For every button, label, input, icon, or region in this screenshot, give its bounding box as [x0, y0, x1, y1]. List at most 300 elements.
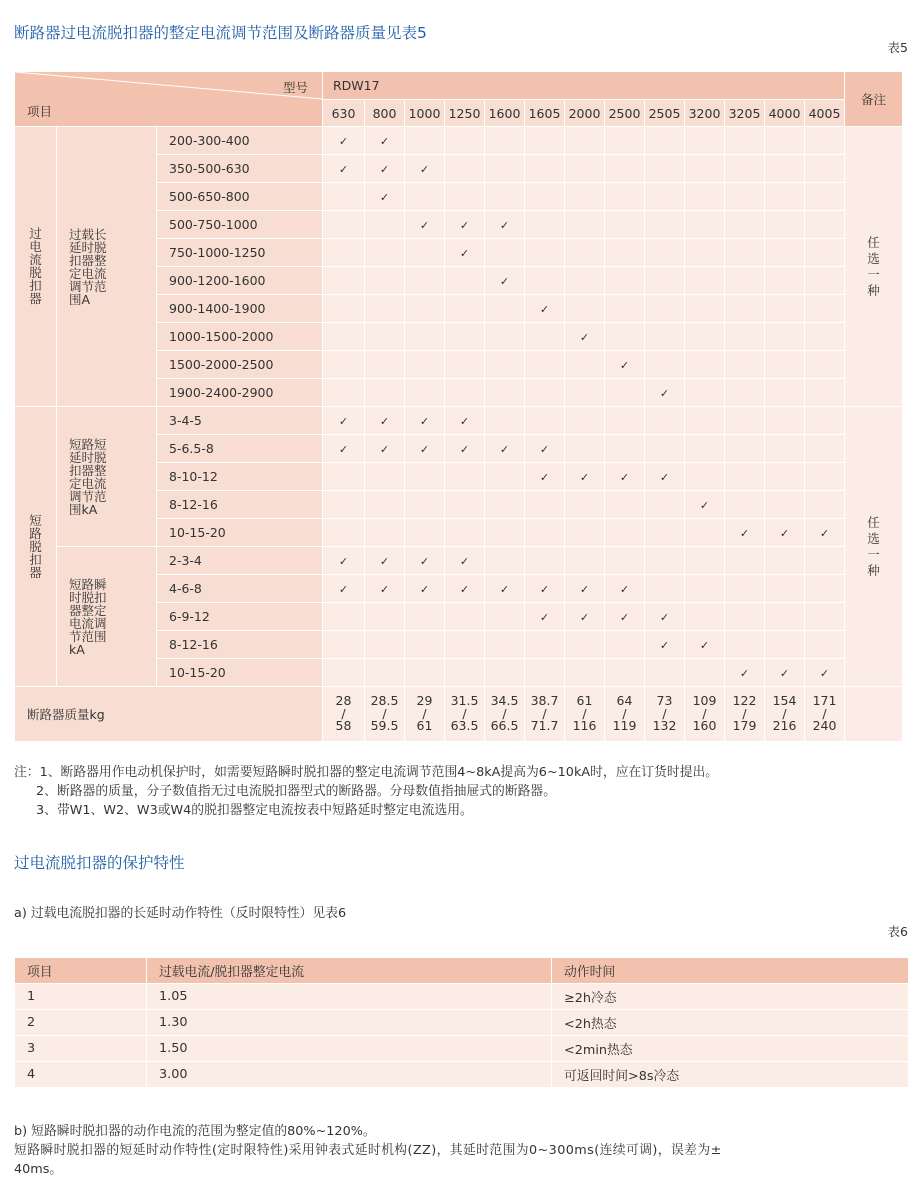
check-cell: [605, 463, 645, 491]
range-cell: 1500-2000-2500: [157, 351, 323, 379]
check-cell: [525, 239, 565, 267]
mass-cell: [605, 687, 645, 742]
check-cell: [645, 295, 685, 323]
table6-cell: 1.50: [147, 1036, 552, 1062]
check-cell: [725, 239, 765, 267]
check-cell: [525, 323, 565, 351]
check-cell: [323, 127, 365, 155]
mass-note-empty: [845, 687, 903, 742]
check-cell: [765, 519, 805, 547]
check-cell: [685, 407, 725, 435]
check-cell: [365, 659, 405, 687]
check-cell: [725, 659, 765, 687]
check-cell: [685, 519, 725, 547]
table6-header-cell: 过载电流/脱扣器整定电流: [147, 958, 552, 984]
rating-header: 1600: [485, 100, 525, 127]
rating-header: 1605: [525, 100, 565, 127]
range-cell: 8-12-16: [157, 491, 323, 519]
check-cell: [805, 547, 845, 575]
range-cell: 8-10-12: [157, 463, 323, 491]
mass-cell: [805, 687, 845, 742]
check-icon: ✓: [819, 527, 830, 540]
check-cell: [485, 575, 525, 603]
check-cell: [565, 183, 605, 211]
mass-cell: [645, 687, 685, 742]
check-icon: ✓: [419, 219, 430, 232]
check-cell: [365, 603, 405, 631]
mass-top: 64: [616, 693, 633, 709]
check-cell: [685, 575, 725, 603]
check-icon: ✓: [539, 611, 550, 624]
check-cell: [645, 435, 685, 463]
mass-slash: /: [742, 705, 747, 721]
remark-text: 任选一种: [867, 514, 880, 578]
check-icon: ✓: [379, 583, 390, 596]
mass-bottom: 59.5: [370, 718, 399, 734]
mass-cell: [525, 687, 565, 742]
check-cell: [365, 463, 405, 491]
check-cell: [645, 267, 685, 295]
check-cell: [445, 631, 485, 659]
check-cell: [405, 575, 445, 603]
check-icon: ✓: [779, 667, 790, 680]
check-icon: ✓: [539, 443, 550, 456]
table6-label: 表6: [887, 924, 908, 939]
check-cell: [725, 547, 765, 575]
mass-bottom: 71.7: [530, 718, 559, 734]
check-cell: [445, 659, 485, 687]
check-cell: [645, 547, 685, 575]
check-cell: [365, 351, 405, 379]
check-cell: [685, 323, 725, 351]
check-cell: [805, 659, 845, 687]
check-cell: [525, 659, 565, 687]
check-icon: ✓: [338, 163, 349, 176]
header-note: 备注: [845, 72, 903, 127]
check-cell: [565, 603, 605, 631]
check-cell: [725, 379, 765, 407]
check-cell: [445, 351, 485, 379]
setting-row: [15, 407, 903, 435]
check-cell: [323, 603, 365, 631]
range-cell: 5-6.5-8: [157, 435, 323, 463]
check-cell: [365, 491, 405, 519]
check-cell: [725, 211, 765, 239]
check-cell: [525, 435, 565, 463]
check-cell: [445, 519, 485, 547]
check-cell: [605, 155, 645, 183]
check-cell: [765, 547, 805, 575]
mass-cell: [765, 687, 805, 742]
check-cell: [605, 491, 645, 519]
mass-row: [15, 687, 903, 742]
rating-header: 2000: [565, 100, 605, 127]
check-cell: [765, 323, 805, 351]
check-cell: [605, 295, 645, 323]
check-icon: ✓: [739, 667, 750, 680]
range-cell: 350-500-630: [157, 155, 323, 183]
check-cell: [765, 267, 805, 295]
check-cell: [485, 407, 525, 435]
mass-cell: [405, 687, 445, 742]
check-cell: [725, 267, 765, 295]
check-cell: [565, 239, 605, 267]
note-3: 3、带W1、W2、W3或W4的脱扣器整定电流按表中短路延时整定电流选用。: [36, 803, 473, 818]
check-icon: ✓: [619, 583, 630, 596]
check-cell: [605, 379, 645, 407]
check-icon: ✓: [338, 415, 349, 428]
range-cell: 4-6-8: [157, 575, 323, 603]
check-cell: [605, 183, 645, 211]
check-icon: ✓: [579, 583, 590, 596]
group-short-circuit: [15, 407, 57, 687]
check-cell: [365, 547, 405, 575]
check-icon: ✓: [499, 219, 510, 232]
mass-bottom: 119: [612, 718, 637, 734]
mass-top: 154: [772, 693, 797, 709]
check-cell: [323, 295, 365, 323]
check-cell: [805, 379, 845, 407]
check-cell: [565, 295, 605, 323]
check-cell: [485, 519, 525, 547]
check-cell: [485, 127, 525, 155]
remark-2: [845, 407, 903, 687]
check-cell: [525, 575, 565, 603]
table6-cell: 3: [15, 1036, 147, 1062]
check-cell: [805, 603, 845, 631]
check-icon: ✓: [659, 471, 670, 484]
check-cell: [485, 435, 525, 463]
check-cell: [565, 211, 605, 239]
rating-header: 1000: [405, 100, 445, 127]
check-cell: [323, 407, 365, 435]
check-cell: [565, 379, 605, 407]
check-cell: [685, 435, 725, 463]
check-cell: [805, 407, 845, 435]
check-cell: [525, 463, 565, 491]
check-cell: [765, 631, 805, 659]
check-icon: ✓: [338, 443, 349, 456]
check-icon: ✓: [659, 639, 670, 652]
check-cell: [445, 295, 485, 323]
check-cell: [645, 463, 685, 491]
rating-header: 630: [323, 100, 365, 127]
check-cell: [645, 183, 685, 211]
check-cell: [765, 351, 805, 379]
check-cell: [565, 127, 605, 155]
check-cell: [405, 463, 445, 491]
check-cell: [685, 603, 725, 631]
check-cell: [605, 323, 645, 351]
check-cell: [445, 491, 485, 519]
table6-cell: 3.00: [147, 1062, 552, 1088]
check-cell: [765, 379, 805, 407]
check-cell: [445, 239, 485, 267]
check-icon: ✓: [539, 471, 550, 484]
check-cell: [725, 519, 765, 547]
mass-cell: [725, 687, 765, 742]
check-cell: [525, 211, 565, 239]
range-cell: 6-9-12: [157, 603, 323, 631]
check-cell: [645, 519, 685, 547]
check-cell: [725, 127, 765, 155]
check-cell: [365, 155, 405, 183]
mass-top: 109: [692, 693, 717, 709]
mass-top: 28.5: [370, 693, 399, 709]
check-icon: ✓: [419, 163, 430, 176]
check-cell: [725, 323, 765, 351]
table6-row: [15, 1010, 909, 1036]
mass-slash: /: [822, 705, 827, 721]
check-cell: [645, 603, 685, 631]
mass-bottom: 61: [416, 718, 433, 734]
check-cell: [765, 603, 805, 631]
mass-bottom: 179: [732, 718, 757, 734]
check-cell: [365, 575, 405, 603]
check-icon: ✓: [579, 471, 590, 484]
check-cell: [565, 631, 605, 659]
check-cell: [765, 127, 805, 155]
check-cell: [805, 463, 845, 491]
check-cell: [805, 127, 845, 155]
check-icon: ✓: [379, 191, 390, 204]
mass-cell: [323, 687, 365, 742]
check-icon: ✓: [459, 415, 470, 428]
mass-bottom: 216: [772, 718, 797, 734]
check-cell: [525, 127, 565, 155]
mass-cell: [565, 687, 605, 742]
check-cell: [525, 603, 565, 631]
check-cell: [323, 155, 365, 183]
check-cell: [405, 295, 445, 323]
mass-cell: [485, 687, 525, 742]
check-cell: [725, 435, 765, 463]
table6: [14, 957, 909, 1088]
check-cell: [765, 491, 805, 519]
sub-long-delay: [57, 127, 157, 407]
check-icon: ✓: [619, 471, 630, 484]
check-icon: ✓: [659, 611, 670, 624]
check-cell: [645, 239, 685, 267]
check-cell: [323, 491, 365, 519]
check-cell: [525, 547, 565, 575]
check-cell: [323, 267, 365, 295]
check-cell: [805, 239, 845, 267]
check-cell: [565, 547, 605, 575]
mass-bottom: 66.5: [490, 718, 519, 734]
check-cell: [805, 323, 845, 351]
notes: [14, 763, 718, 820]
para-b-line-3: 40ms。: [14, 1162, 63, 1177]
sub-short-delay-text: 短路短延时脱扣器整定电流调节范围kA: [69, 436, 107, 517]
check-cell: [405, 407, 445, 435]
table6-row: [15, 984, 909, 1010]
check-cell: [725, 575, 765, 603]
mass-slash: /: [382, 705, 387, 721]
sub-instant: [57, 547, 157, 687]
mass-top: 122: [732, 693, 757, 709]
header-item-label: 项目: [27, 104, 53, 119]
check-cell: [323, 183, 365, 211]
range-cell: 500-750-1000: [157, 211, 323, 239]
check-cell: [685, 183, 725, 211]
check-cell: [405, 211, 445, 239]
header-model-label: 型号: [282, 80, 308, 95]
check-cell: [365, 519, 405, 547]
para-b-line-2: 短路瞬时脱扣器的短延时动作特性(定时限特性)采用钟表式延时机构(ZZ)，其延时范围为0~300ms(连续可调)，误差为±: [14, 1143, 722, 1158]
check-cell: [405, 491, 445, 519]
table6-cell: 2: [15, 1010, 147, 1036]
check-cell: [725, 631, 765, 659]
check-cell: [565, 351, 605, 379]
check-cell: [565, 155, 605, 183]
check-icon: ✓: [779, 527, 790, 540]
check-cell: [445, 435, 485, 463]
check-cell: [685, 127, 725, 155]
range-cell: 10-15-20: [157, 519, 323, 547]
check-icon: ✓: [659, 387, 670, 400]
check-cell: [765, 575, 805, 603]
check-cell: [405, 603, 445, 631]
check-cell: [765, 407, 805, 435]
check-icon: ✓: [379, 163, 390, 176]
check-cell: [365, 127, 405, 155]
mass-slash: /: [622, 705, 627, 721]
check-icon: ✓: [459, 583, 470, 596]
check-icon: ✓: [419, 583, 430, 596]
range-cell: 3-4-5: [157, 407, 323, 435]
check-icon: ✓: [419, 415, 430, 428]
check-cell: [605, 659, 645, 687]
check-cell: [405, 127, 445, 155]
check-cell: [645, 323, 685, 351]
range-cell: 8-12-16: [157, 631, 323, 659]
table6-row: [15, 1062, 909, 1088]
setting-row: [15, 547, 903, 575]
check-cell: [445, 211, 485, 239]
check-cell: [323, 323, 365, 351]
check-cell: [485, 379, 525, 407]
check-cell: [525, 519, 565, 547]
check-cell: [605, 211, 645, 239]
check-cell: [405, 267, 445, 295]
check-cell: [365, 379, 405, 407]
check-cell: [405, 323, 445, 351]
mass-slash: /: [782, 705, 787, 721]
check-icon: ✓: [459, 219, 470, 232]
rating-header: 2505: [645, 100, 685, 127]
table6-header-cell: 动作时间: [552, 958, 909, 984]
check-cell: [805, 435, 845, 463]
range-cell: 900-1200-1600: [157, 267, 323, 295]
check-cell: [323, 351, 365, 379]
range-cell: 1000-1500-2000: [157, 323, 323, 351]
check-cell: [645, 659, 685, 687]
check-icon: ✓: [459, 555, 470, 568]
check-cell: [805, 295, 845, 323]
check-cell: [565, 575, 605, 603]
check-cell: [765, 155, 805, 183]
group-overcurrent-text: 过电流脱扣器: [29, 226, 42, 306]
check-icon: ✓: [459, 443, 470, 456]
mass-top: 34.5: [490, 693, 519, 709]
check-cell: [323, 463, 365, 491]
mass-top: 73: [656, 693, 673, 709]
check-cell: [685, 379, 725, 407]
check-cell: [323, 631, 365, 659]
mass-slash: /: [422, 705, 427, 721]
check-cell: [485, 183, 525, 211]
check-cell: [765, 239, 805, 267]
check-cell: [645, 211, 685, 239]
sub-instant-text: 短路瞬时脱扣器整定电流调节范围kA: [69, 576, 107, 657]
table6-cell: 1: [15, 984, 147, 1010]
check-cell: [323, 379, 365, 407]
check-cell: [405, 547, 445, 575]
check-cell: [485, 323, 525, 351]
check-cell: [765, 659, 805, 687]
check-cell: [405, 379, 445, 407]
mass-slash: /: [702, 705, 707, 721]
check-icon: ✓: [499, 275, 510, 288]
check-cell: [805, 155, 845, 183]
check-cell: [365, 239, 405, 267]
rating-header: 3200: [685, 100, 725, 127]
remark-text: 任选一种: [867, 234, 880, 298]
check-cell: [685, 295, 725, 323]
check-cell: [605, 407, 645, 435]
check-icon: ✓: [579, 331, 590, 344]
check-cell: [725, 603, 765, 631]
check-cell: [565, 435, 605, 463]
check-cell: [365, 295, 405, 323]
check-icon: ✓: [539, 583, 550, 596]
check-cell: [323, 547, 365, 575]
check-icon: ✓: [499, 443, 510, 456]
check-icon: ✓: [459, 247, 470, 260]
check-icon: ✓: [499, 583, 510, 596]
range-cell: 900-1400-1900: [157, 295, 323, 323]
check-cell: [645, 127, 685, 155]
para-b: [14, 1122, 909, 1179]
check-cell: [645, 407, 685, 435]
check-cell: [605, 603, 645, 631]
check-icon: ✓: [338, 555, 349, 568]
check-cell: [805, 267, 845, 295]
check-cell: [725, 183, 765, 211]
check-cell: [805, 631, 845, 659]
header-series: RDW17: [323, 72, 845, 100]
check-cell: [605, 575, 645, 603]
table6-cell: ≥2h冷态: [552, 984, 909, 1010]
check-cell: [605, 351, 645, 379]
check-icon: ✓: [379, 555, 390, 568]
table6-header-cell: 项目: [15, 958, 147, 984]
mass-slash: /: [502, 705, 507, 721]
mass-cell: [685, 687, 725, 742]
check-cell: [365, 267, 405, 295]
check-cell: [445, 603, 485, 631]
setting-row: [15, 127, 903, 155]
check-icon: ✓: [379, 135, 390, 148]
table6-cell: 4: [15, 1062, 147, 1088]
range-cell: 10-15-20: [157, 659, 323, 687]
check-cell: [445, 267, 485, 295]
check-cell: [365, 631, 405, 659]
check-cell: [525, 631, 565, 659]
check-cell: [725, 351, 765, 379]
check-cell: [765, 211, 805, 239]
